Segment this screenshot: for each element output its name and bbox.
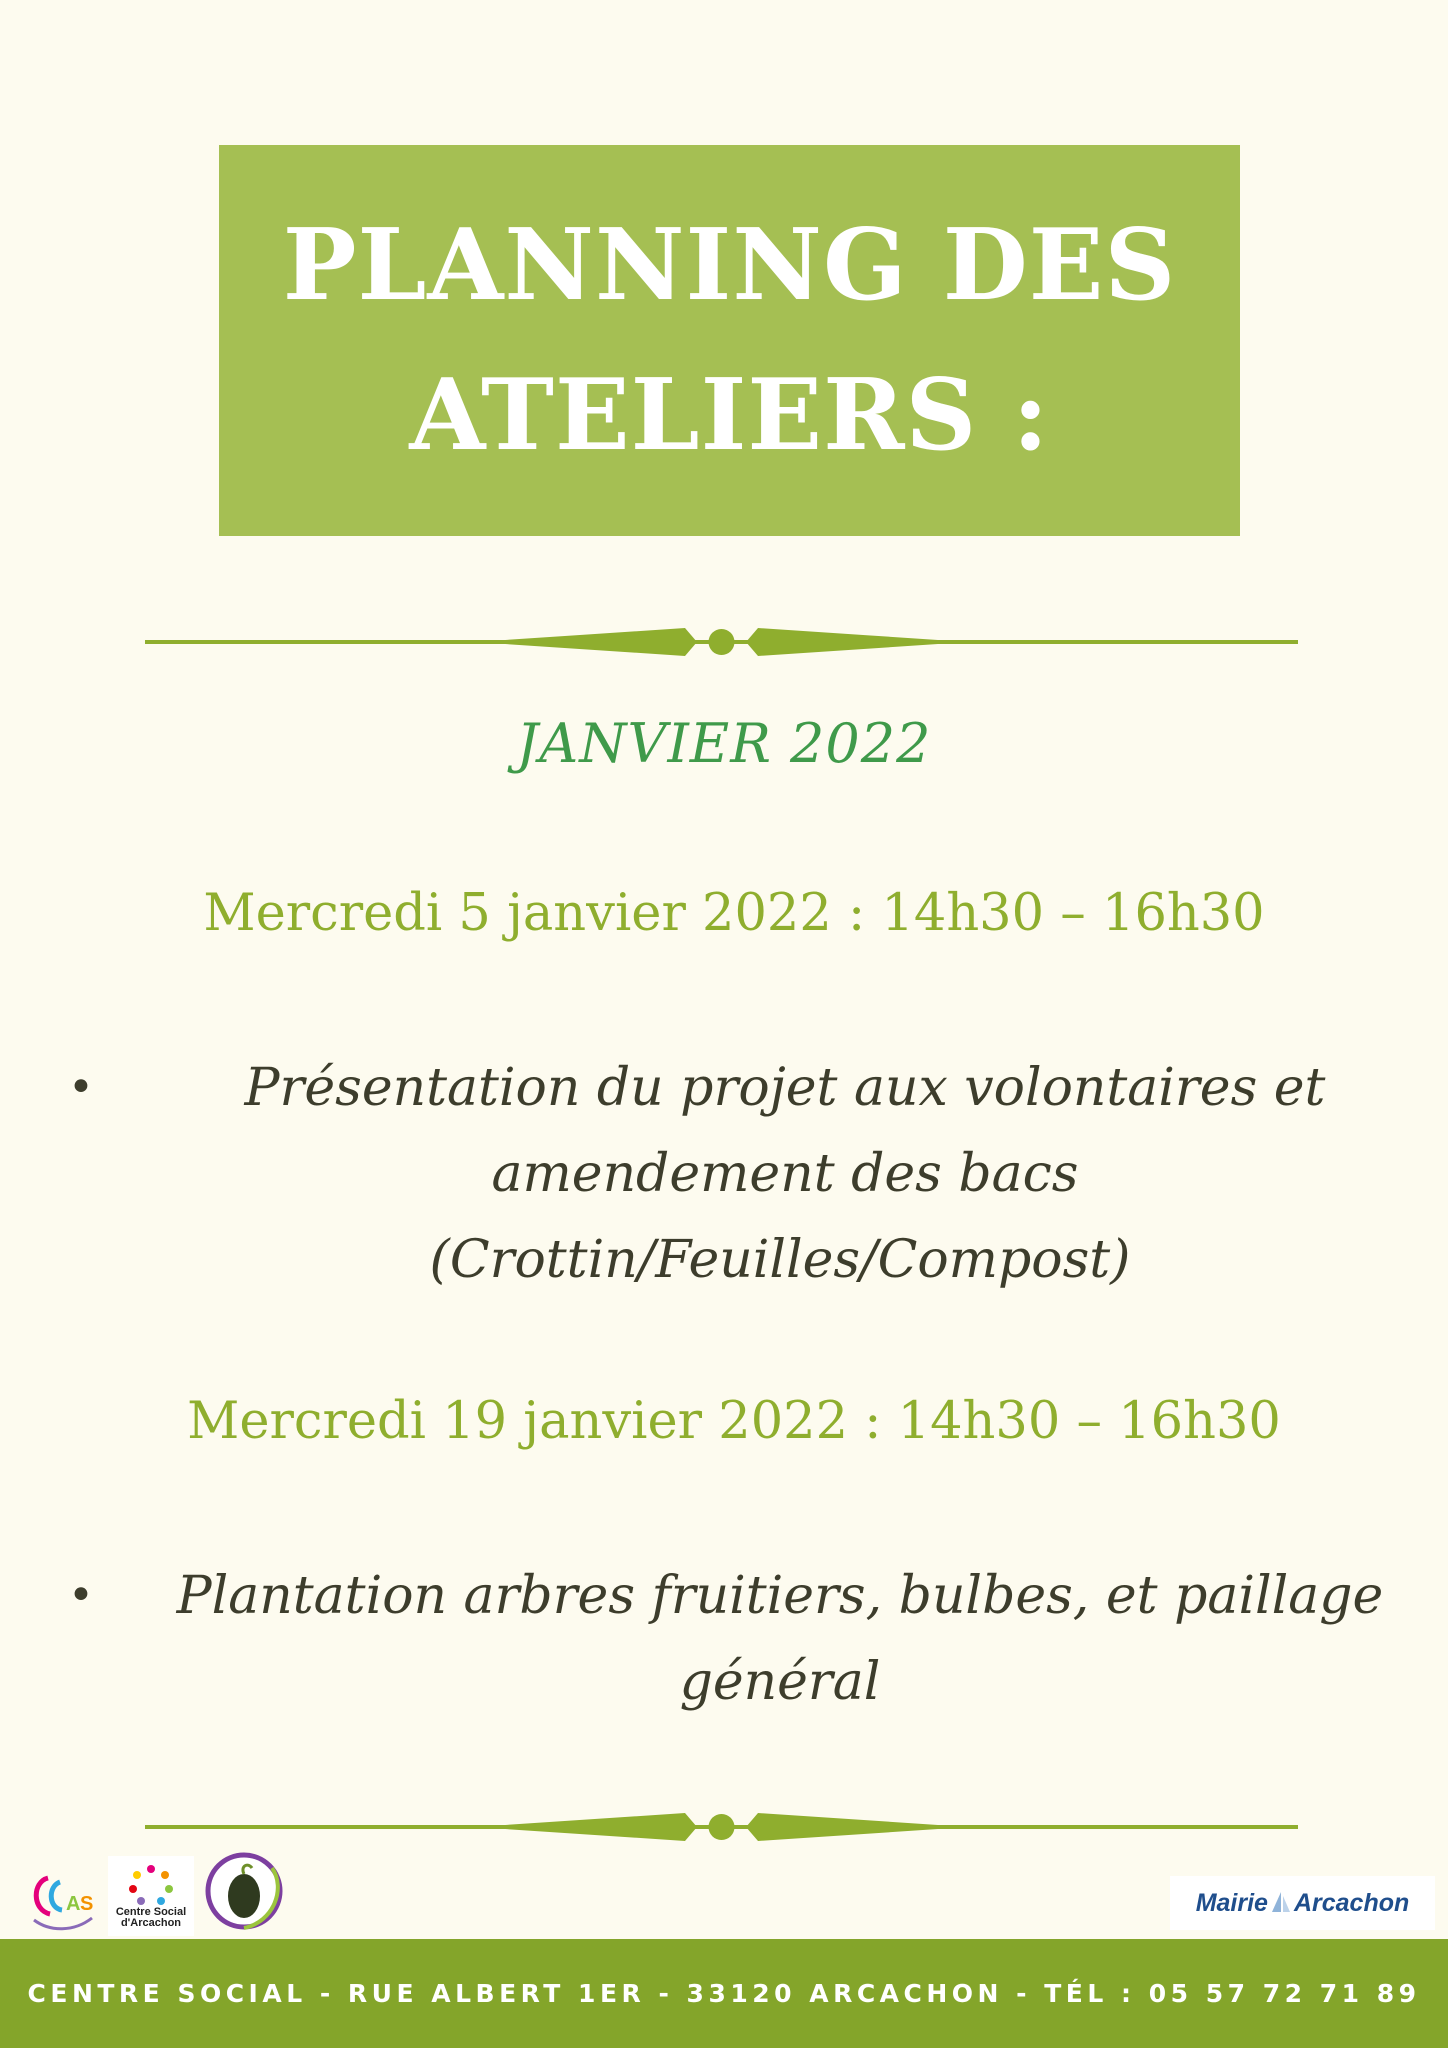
session-2-activity-line: général [679,1652,881,1712]
arcachon-word: Arcachon [1293,1888,1410,1917]
ornamental-divider-top [145,622,1298,662]
ccas-logo-mark [26,1866,98,1936]
session-1-activity-line: amendement des bacs [491,1144,1079,1204]
centre-social-name-2: d'Arcachon [120,1917,182,1929]
svg-text:S: S [80,1893,94,1915]
footer-address: CENTRE SOCIAL - RUE ALBERT 1ER - 33120 ARCACHON - TÉL : 05 57 72 71 89 [27,1979,1421,2008]
session-1-date: Mercredi 5 janvier 2022 : 14h30 – 16h30 [203,884,1265,943]
sailboat-icon [1270,1890,1292,1916]
ccas-logo [26,1866,98,1936]
session-2-activity [150,1553,1410,1725]
session-1-activity-line: (Crottin/Feuilles/Compost) [429,1230,1131,1290]
mairie-arcachon-logo [1170,1876,1435,1930]
title-banner [219,145,1240,536]
title-line-1: PLANNING DES [282,207,1177,323]
centre-social-name-1: Centre Social [115,1906,187,1918]
people-circle-icon [125,1863,177,1907]
ornamental-divider-bottom [145,1807,1298,1847]
fig-icon [202,1848,286,1934]
session-2-activity-line: Plantation arbres fruitiers, bulbes, et paillage [176,1566,1384,1626]
title-line-2: ATELIERS : [409,357,1050,473]
session-2-date: Mercredi 19 janvier 2022 : 14h30 – 16h30 [187,1392,1281,1451]
month-heading: JANVIER 2022 [516,712,932,775]
mairie-word: Mairie [1195,1888,1268,1917]
centre-social-logo [108,1856,194,1936]
bullet-2: • [68,1570,94,1621]
svg-text:A: A [66,1893,81,1915]
footer-bar [0,1939,1448,2048]
fig-icon-mark [202,1848,286,1934]
session-1-activity [140,1045,1430,1303]
session-1-activity-line: Présentation du projet aux volontaires et [244,1058,1326,1118]
bullet-1: • [68,1062,94,1113]
